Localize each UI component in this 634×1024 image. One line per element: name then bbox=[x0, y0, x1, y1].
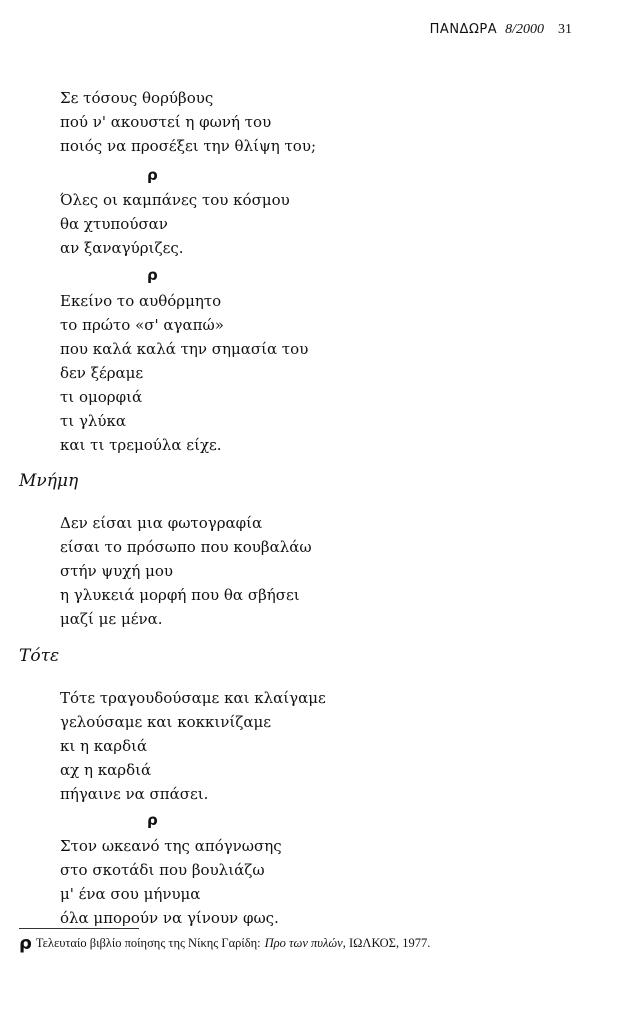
separator-rho-icon: ρ bbox=[147, 811, 158, 829]
footnote-publisher: , ΙΩΛΚΟΣ, 1977. bbox=[342, 936, 431, 950]
poem-line: κι η καρδιά bbox=[60, 737, 148, 755]
poem-line: πήγαινε να σπάσει. bbox=[60, 785, 209, 803]
footnote bbox=[19, 933, 430, 954]
poem-line: στήν ψυχή μου bbox=[60, 562, 174, 580]
poem-line: που καλά καλά την σημασία του bbox=[60, 340, 309, 358]
poem-line: Τότε τραγουδούσαμε και κλαίγαμε bbox=[60, 689, 326, 707]
poem-line: αν ξαναγύριζες. bbox=[60, 239, 184, 257]
poem-line: Στον ωκεανό της απόγνωσης bbox=[60, 837, 282, 855]
poem-line: Δεν είσαι μια φωτογραφία bbox=[60, 514, 263, 532]
poem-line: μαζί με μένα. bbox=[60, 610, 163, 628]
poem-line: δεν ξέραμε bbox=[60, 364, 144, 382]
footnote-text: Τελευταίο βιβλίο ποίησης της Νίκης Γαρίδη: bbox=[35, 936, 261, 950]
poem-line: ποιός να προσέξει την θλίψη του; bbox=[60, 137, 316, 155]
page-number: 31 bbox=[558, 22, 572, 37]
poem-line: όλα μπορούν να γίνουν φως. bbox=[60, 909, 279, 927]
poem-line: Όλες οι καμπάνες του κόσμου bbox=[60, 191, 290, 209]
poem-line: τι γλύκα bbox=[60, 412, 127, 430]
poem-line: είσαι το πρόσωπο που κουβαλάω bbox=[60, 538, 312, 556]
footnote-rule bbox=[19, 928, 139, 929]
poem-line: θα χτυπούσαν bbox=[60, 215, 168, 233]
separator-rho-icon: ρ bbox=[147, 266, 158, 284]
footnote-rho-icon: ρ bbox=[19, 933, 32, 954]
poem-line: αχ η καρδιά bbox=[60, 761, 152, 779]
poem-line: τι ομορφιά bbox=[60, 388, 143, 406]
poem-line: στο σκοτάδι που βουλιάζω bbox=[60, 861, 265, 879]
poem-title: Μνήμη bbox=[19, 471, 79, 491]
separator-rho-icon: ρ bbox=[147, 166, 158, 184]
running-header bbox=[430, 22, 572, 38]
poem-line: και τι τρεμούλα είχε. bbox=[60, 436, 222, 454]
issue-number: 8/2000 bbox=[505, 22, 544, 37]
poem-line: πού ν' ακουστεί η φωνή του bbox=[60, 113, 272, 131]
poem-line: Εκείνο το αυθόρμητο bbox=[60, 292, 222, 310]
footnote-book-title: Προ των πυλών bbox=[264, 936, 343, 950]
journal-name: ΠΑΝΔΩΡΑ bbox=[429, 22, 498, 37]
poem-line: η γλυκειά μορφή που θα σβήσει bbox=[60, 586, 300, 604]
poem-line: μ' ένα σου μήνυμα bbox=[60, 885, 201, 903]
poem-line: Σε τόσους θορύβους bbox=[60, 89, 214, 107]
poem-line: το πρώτο «σ' αγαπώ» bbox=[60, 316, 224, 334]
poem-line: γελούσαμε και κοκκινίζαμε bbox=[60, 713, 272, 731]
poem-title: Τότε bbox=[19, 646, 60, 666]
